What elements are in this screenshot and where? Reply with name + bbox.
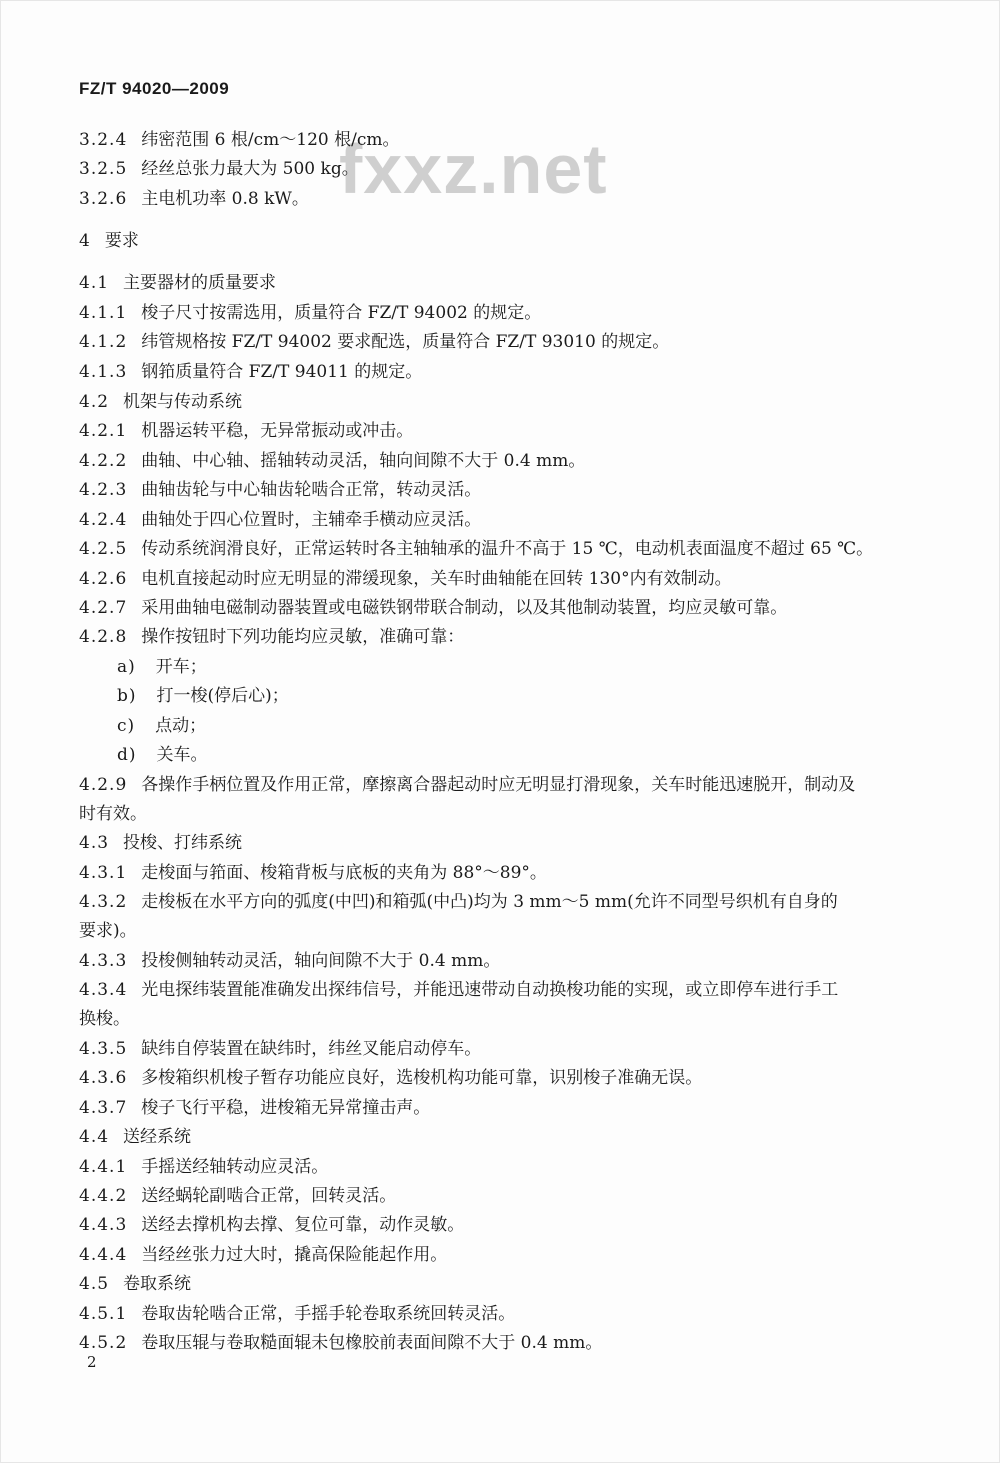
clause-number: 4.4.4: [79, 1245, 128, 1265]
clause-continuation: [79, 920, 137, 942]
clause-text: 主电机功率 0.8 kW。: [141, 189, 309, 209]
clause-line: [79, 950, 500, 972]
clause-number: 4.3.6: [79, 1068, 128, 1088]
clause-line: [79, 331, 669, 353]
list-item: [117, 715, 206, 737]
clause-text: 当经丝张力过大时，撬高保险能起作用。: [141, 1245, 448, 1265]
clause-line: [79, 420, 413, 442]
clause-line: [79, 1214, 464, 1236]
clause-text: 卷取齿轮啮合正常，手摇手轮卷取系统回转灵活。: [141, 1304, 516, 1324]
clause-number: 4.3: [79, 833, 110, 853]
clause-line: [79, 1038, 481, 1060]
clause-text: 关车。: [156, 745, 208, 765]
clause-line: [79, 391, 242, 413]
clause-line: [79, 1185, 396, 1207]
clause-line: [79, 272, 276, 294]
clause-text: 点动；: [155, 716, 207, 736]
clause-number: 3.2.6: [79, 189, 128, 209]
clause-number: 4.4.2: [79, 1186, 128, 1206]
clause-text: 传动系统润滑良好，正常运转时各主轴轴承的温升不高于 15 ℃，电动机表面温度不超过 65 ℃。: [141, 539, 874, 559]
clause-text: 钢筘质量符合 FZ/T 94011 的规定。: [141, 362, 423, 382]
clause-number: 4.3.4: [79, 980, 128, 1000]
clause-line: [79, 1332, 602, 1354]
clause-line: [79, 862, 547, 884]
clause-text: 梭子尺寸按需选用，质量符合 FZ/T 94002 的规定。: [141, 303, 542, 323]
clause-text: 缺纬自停装置在缺纬时，纬丝叉能启动停车。: [141, 1039, 482, 1059]
clause-number: 4.1.1: [79, 303, 128, 323]
clause-number: 4.3.5: [79, 1039, 128, 1059]
clause-number: 4.3.7: [79, 1098, 128, 1118]
clause-line: [79, 1303, 515, 1325]
clause-number: 4.4: [79, 1127, 110, 1147]
clause-text: 曲轴、中心轴、摇轴转动灵活，轴向间隙不大于 0.4 mm。: [141, 451, 586, 471]
clause-number: 4: [79, 231, 91, 251]
clause-number: 4.2.9: [79, 775, 128, 795]
clause-line: [79, 1156, 328, 1178]
clause-number: 4.4.1: [79, 1157, 128, 1177]
clause-line: [79, 979, 838, 1001]
clause-number: 4.5: [79, 1274, 110, 1294]
clause-text: 卷取系统: [123, 1274, 192, 1294]
standard-code-header: FZ/T 94020—2009: [79, 79, 230, 98]
clause-text: 打一梭(停后心)；: [156, 686, 289, 706]
clause-text: 走梭板在水平方向的弧度(中凹)和箱弧(中凸)均为 3 mm～5 mm(允许不同型号织机有自身的: [141, 892, 838, 912]
clause-line: [79, 230, 139, 252]
clause-text: 要求: [104, 231, 139, 251]
clause-line: [79, 129, 399, 151]
clause-text: 开车；: [155, 657, 207, 677]
clause-continuation: [79, 1008, 130, 1030]
clause-text: 走梭面与筘面、梭箱背板与底板的夹角为 88°～89°。: [141, 863, 547, 883]
clause-number: c): [117, 716, 136, 736]
clause-line: [79, 1244, 447, 1266]
clause-number: 4.3.1: [79, 863, 128, 883]
clause-text: 各操作手柄位置及作用正常，摩擦离合器起动时应无明显打滑现象，关车时能迅速脱开，制动及: [141, 775, 856, 795]
clause-line: [79, 188, 309, 210]
clause-text: 纬管规格按 FZ/T 94002 要求配选，质量符合 FZ/T 93010 的规定。: [141, 332, 670, 352]
list-item: [117, 685, 289, 707]
clause-number: 4.3.2: [79, 892, 128, 912]
page-number: 2: [87, 1353, 97, 1371]
clause-line: [79, 361, 422, 383]
clause-text: 纬密范围 6 根/cm～120 根/cm。: [141, 130, 400, 150]
list-item: [117, 744, 208, 766]
clause-number: 4.4.3: [79, 1215, 128, 1235]
clause-number: 4.2.8: [79, 627, 128, 647]
list-item: [117, 656, 207, 678]
clause-number: 4.1.2: [79, 332, 128, 352]
clause-number: 4.2.2: [79, 451, 128, 471]
clause-line: [79, 626, 464, 648]
clause-number: 4.2: [79, 392, 110, 412]
clause-number: 3.2.5: [79, 159, 128, 179]
clause-text: 手摇送经轴转动应灵活。: [141, 1157, 329, 1177]
clause-number: d): [117, 745, 137, 765]
clause-text: 多梭箱织机梭子暂存功能应良好，选梭机构功能可靠，识别梭子准确无误。: [141, 1068, 703, 1088]
clause-line: [79, 597, 787, 619]
clause-line: [79, 1273, 191, 1295]
clause-line: [79, 538, 873, 560]
clause-text: 机架与传动系统: [123, 392, 243, 412]
clause-line: [79, 479, 481, 501]
clause-text: 换梭。: [79, 1009, 130, 1029]
clause-line: [79, 450, 585, 472]
clause-text: 送经蜗轮副啮合正常，回转灵活。: [141, 1186, 397, 1206]
clause-number: 4.2.7: [79, 598, 128, 618]
clause-text: 电机直接起动时应无明显的滞缓现象，关车时曲轴能在回转 130°内有效制动。: [141, 569, 732, 589]
clause-text: 时有效。: [79, 804, 147, 824]
clause-line: [79, 1097, 430, 1119]
clause-number: 4.2.3: [79, 480, 128, 500]
clause-text: 投梭、打纬系统: [123, 833, 243, 853]
clause-number: 3.2.4: [79, 130, 128, 150]
clause-text: 采用曲轴电磁制动器装置或电磁铁钢带联合制动，以及其他制动装置，均应灵敏可靠。: [141, 598, 788, 618]
watermark: fxxz.net: [339, 130, 608, 208]
clause-text: 梭子飞行平稳，进梭箱无异常撞击声。: [141, 1098, 431, 1118]
clause-number: b): [117, 686, 137, 706]
clause-text: 主要器材的质量要求: [123, 273, 277, 293]
clause-line: [79, 1067, 702, 1089]
clause-number: 4.3.3: [79, 951, 128, 971]
clause-text: 光电探纬装置能准确发出探纬信号，并能迅速带动自动换梭功能的实现，或立即停车进行手工: [141, 980, 839, 1000]
clause-line: [79, 774, 855, 796]
clause-text: 送经系统: [123, 1127, 192, 1147]
clause-text: 投梭侧轴转动灵活，轴向间隙不大于 0.4 mm。: [141, 951, 501, 971]
clause-text: 操作按钮时下列功能均应灵敏，准确可靠：: [141, 627, 465, 647]
clause-text: 曲轴齿轮与中心轴齿轮啮合正常，转动灵活。: [141, 480, 482, 500]
clause-line: [79, 568, 732, 590]
clause-continuation: [79, 803, 147, 825]
clause-number: 4.1: [79, 273, 110, 293]
clause-number: 4.2.5: [79, 539, 128, 559]
clause-text: 送经去撑机构去撑、复位可靠，动作灵敏。: [141, 1215, 465, 1235]
clause-number: 4.2.1: [79, 421, 128, 441]
clause-number: a): [117, 657, 136, 677]
clause-text: 要求)。: [79, 921, 137, 941]
clause-line: [79, 1126, 191, 1148]
clause-line: [79, 302, 541, 324]
clause-text: 经丝总张力最大为 500 kg。: [141, 159, 359, 179]
clause-text: 曲轴处于四心位置时，主辅牵手横动应灵活。: [141, 510, 482, 530]
clause-number: 4.2.6: [79, 569, 128, 589]
clause-line: [79, 509, 481, 531]
clause-number: 4.2.4: [79, 510, 128, 530]
clause-line: [79, 891, 838, 913]
clause-line: [79, 832, 242, 854]
clause-text: 卷取压辊与卷取糙面辊未包橡胶前表面间隙不大于 0.4 mm。: [141, 1333, 603, 1353]
clause-number: 4.1.3: [79, 362, 128, 382]
clause-number: 4.5.2: [79, 1333, 128, 1353]
clause-text: 机器运转平稳，无异常振动或冲击。: [141, 421, 414, 441]
clause-line: [79, 158, 359, 180]
clause-number: 4.5.1: [79, 1304, 128, 1324]
